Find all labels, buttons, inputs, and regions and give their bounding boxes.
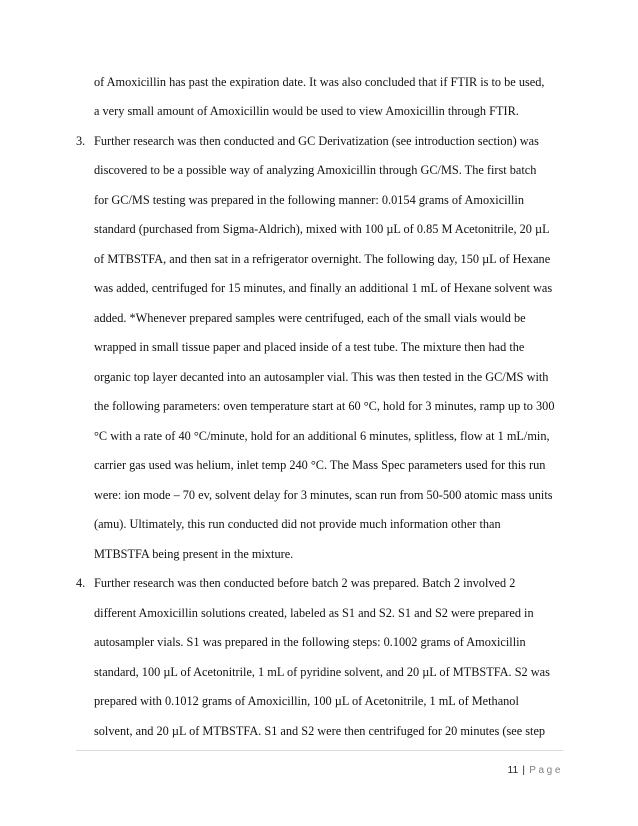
page-number: 11 [507, 765, 519, 776]
document-page: of Amoxicillin has past the expiration date. It was also concluded that if FTIR is to be used, a very small amount of Amoxicillin would be used to view Amoxicillin through FTIR. 3. Further research was then conducted and GC Derivatization (see introduction section) was discovered to be a possible way of analyzing Amoxicillin through GC/MS. The first batch for GC/MS testing was prepared in the following manner: 0.0154 grams of Amoxicillin standard (purchased from Sigma-Aldrich), mixed with 100 µL of 0.85 M Acetonitrile, 20 µL of MTBSTFA, and then sat in a refrigerator overnight. The following day, 150 µL of Hexane was added, centrifuged for 15 minutes, and finally an additional 1 mL of Hexane solvent was added. *Whenever prepared samples were centrifuged, each of the small vials would be wrapped in small tissue paper and placed inside of a test tube. The mixture then had the organic top layer decanted into an autosampler vial. This was then tested in the GC/MS with the following parameters: oven temperature start at 60 °C, hold for 3 minutes, ramp up to 300 °C with a rate of 40 °C/minute, hold for an additional 6 minutes, splitless, flow at 1 mL/min, carrier gas used was helium, inlet temp 240 °C. The Mass Spec parameters used for this run were: ion mode – 70 ev, solvent delay for 3 minutes, scan run from 50-500 atomic mass units (amu). Ultimately, this run conducted did not provide much information other than MTBSTFA being present in the mixture. 4. Further research was then conducted before batch 2 was prepared. Batch 2 involved 2 different Amoxicillin solutions created, labeled as S1 and S2. S1 and S2 were prepared in autosampler vials. S1 was prepared in the following steps: 0.1002 grams of Amoxicillin standard, 100 µL of Acetonitrile, 1 mL of pyridine solvent, and 20 µL of MTBSTFA. S2 was prepared with 0.1012 grams of Amoxicillin, 100 µL of Acetonitrile, 1 mL of Methanol solvent, and 20 µL of MTBSTFA. S1 and S2 were then centrifuged for 20 minutes (see step 11 | Page [0, 0, 638, 826]
page-footer [508, 765, 563, 776]
footer-divider [76, 750, 563, 751]
footer-separator: | [522, 765, 526, 776]
page-label: Page [529, 765, 563, 776]
list-marker: 3. [76, 134, 86, 148]
list-marker: 4. [76, 576, 86, 590]
